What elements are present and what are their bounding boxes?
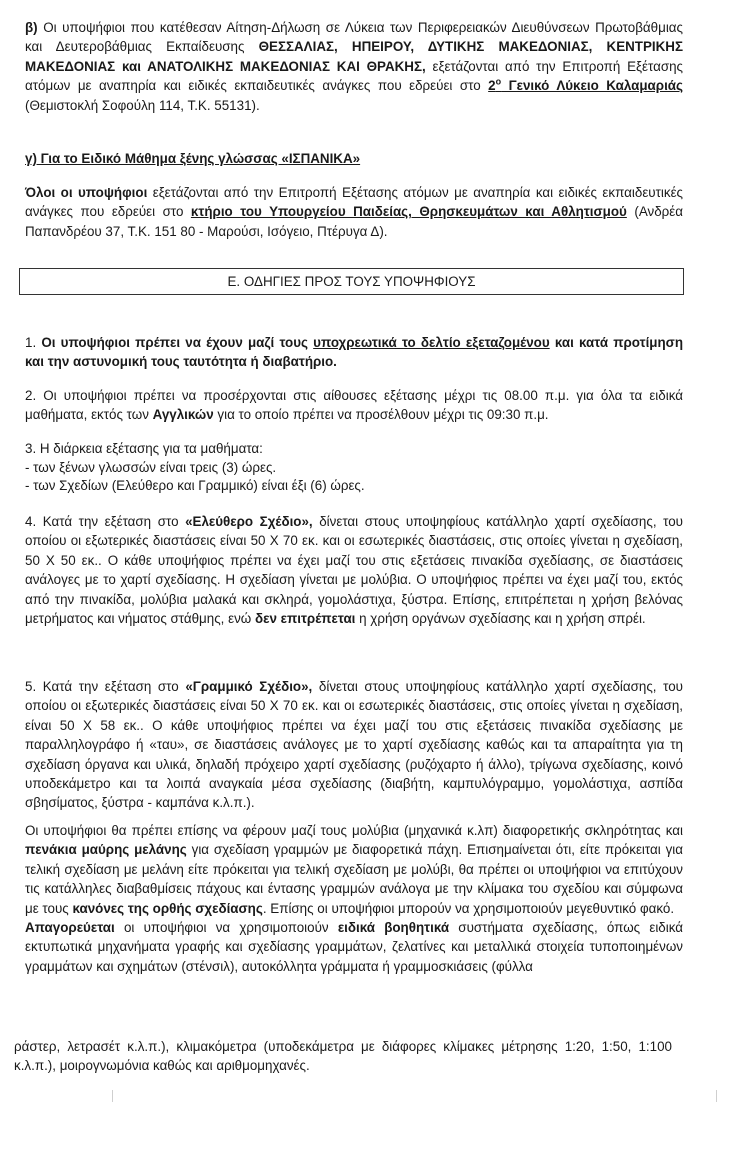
instruction-3-line-1: 3. Η διάρκεια εξέτασης για τα μαθήματα:: [25, 441, 263, 456]
page-edge-mark-left: [112, 1090, 113, 1102]
paragraph-section-c: [25, 183, 683, 241]
continuation-paragraph: [14, 1037, 672, 1075]
instruction-3-line-2: - των ξένων γλωσσών είναι τρεις (3) ώρες.: [25, 459, 277, 475]
instruction-2: [25, 386, 683, 425]
instruction-3: [25, 440, 683, 496]
section-b-text-1: Οι υποψήφιοι που κατέθεσαν Αίτηση-Δήλωση σε Λύκεια των Περιφερειακών Διευθύνσεων Πρωτοβάθμιας και Δευτεροβάθμιας Εκπαίδευσης: [25, 20, 683, 55]
instruction-4-text-2: δίνεται στους υποψηφίους κατάλληλο χαρτί σχεδίασης, του οποίου οι εξωτερικές διαστάσεις είναι 50 Χ 70 εκ. και οι εσωτερικές διαστάσεις, στις οποίες γίνεται η σχεδίαση, 50 Χ 50 εκ.. Ο κάθε υποψήφιος πρέπει να έχει μαζί του στις εξετάσεις πινακίδα σχεδίασης, σε διαστάσεις ανάλογες με το χαρτί σχεδίασης. Η σχεδίαση γίνεται με μολύβια. Ο υποψήφιος πρέπει να έχει μαζί του, εκτός από την πινακίδα, μολύβια μαλακά και σκληρά, γομολάστιχα, ξύστρα. Επίσης, επιτρέπεται η χρήση βελόνας μετρήματος και νήματος στάθμης, ενώ: [25, 514, 683, 627]
instruction-4-bold-1: «Ελεύθερο Σχέδιο»,: [185, 514, 313, 529]
instruction-1: [25, 333, 683, 372]
instruction-1-emphasis: υποχρεωτικά το δελτίο εξεταζομένου: [313, 335, 550, 350]
section-c-heading: [25, 149, 683, 168]
instruction-5-text-1: 5. Κατά την εξέταση στο: [25, 679, 186, 694]
instruction-5-p2-text-3: . Επίσης οι υποψήφιοι μπορούν να χρησιμοποιούν μεγεθυντικό φακό.: [262, 900, 675, 916]
instruction-4-bold-2: δεν επιτρέπεται: [254, 611, 356, 627]
instruction-2-text-1: 2. Οι υποψήφιοι πρέπει να προσέρχονται στις αίθουσες εξέτασης μέχρι τις 08.00 π.μ. για όλα τα ειδικά μαθήματα, εκτός των: [25, 388, 683, 423]
instruction-5-paragraph-2: [25, 821, 683, 918]
instruction-1-text-1: Οι υποψήφιοι πρέπει να έχουν μαζί τους: [36, 335, 314, 350]
section-c-building: κτήριο του Υπουργείου Παιδείας, Θρησκευμάτων και Αθλητισμού: [190, 204, 627, 220]
instruction-5-p3-bold-2: ειδικά βοηθητικά: [337, 920, 450, 935]
instruction-5-text-2: δίνεται στους υποψηφίους κατάλληλο χαρτί σχεδίασης, του οποίου οι εξωτερικές διαστάσεις είναι 50 Χ 70 εκ. και οι εσωτερικές διαστάσεις, στις οποίες γίνεται η σχεδίαση, είναι 50 Χ 58 εκ.. Ο κάθε υποψήφιος πρέπει να έχει μαζί του στις εξετάσεις πινακίδα σχεδίασης με παραλληλογράφο ή «ταυ», σε διαστάσεις ανάλογες με το χαρτί σχεδίασης καθώς και τα απαραίτητα για τη σχεδίαση όργανα και υλικά, δηλαδή πρόχειρο χαρτί σχεδίασης (ρυζόχαρτο ή άλλο), τρίγωνα σχεδίασης, κοινό υποδεκάμετρο και τα λοιπά αναγκαία μέσα σχεδίασης (διαβήτη, καμπυλόγραμμο, γομολάστιχα, ασπίδα σβησίματος, ξύστρα - καμπάνα κ.λ.π.).: [25, 679, 684, 811]
instruction-4-text-1: 4. Κατά την εξέταση στο: [25, 514, 186, 529]
instruction-5-paragraph-3: [25, 918, 683, 976]
instruction-1-text-2: και κατά προτίμηση και την αστυνομική τους ταυτότητα ή διαβατήριο.: [25, 335, 684, 370]
page-edge-mark-right: [716, 1090, 717, 1102]
section-c-text-1: εξετάζονται από την Επιτροπή Εξέτασης ατόμων με αναπηρία και ειδικές εκπαιδευτικές ανάγκες που εδρεύει στο: [25, 185, 683, 220]
instruction-5-bold-1: «Γραμμικό Σχέδιο»,: [185, 679, 313, 694]
section-b-regions: ΘΕΣΣΑΛΙΑΣ, ΗΠΕΙΡΟΥ, ΔΥΤΙΚΗΣ ΜΑΚΕΔΟΝΙΑΣ, ΚΕΝΤΡΙΚΗΣ ΜΑΚΕΔΟΝΙΑΣ και ΑΝΑΤΟΛΙΚΗΣ ΜΑΚΕΔΟΝΙΑΣ ΚΑΙ ΘΡΑΚΗΣ,: [25, 39, 684, 74]
section-b-text-3: (Θεμιστοκλή Σοφούλη 114, Τ.Κ. 55131).: [25, 97, 260, 113]
school-superscript: ο: [495, 76, 502, 87]
instruction-4: [25, 512, 683, 628]
instruction-5: [25, 677, 683, 813]
instruction-4-text-3: η χρήση οργάνων σχεδίασης και η χρήση σπρέι.: [355, 611, 646, 627]
instruction-2-bold: Αγγλικών: [152, 407, 214, 423]
instruction-2-text-2: για το οποίο πρέπει να προσέλθουν μέχρι τις 09:30 π.μ.: [213, 407, 549, 423]
instruction-5-p2-bold-1: πενάκια μαύρης μελάνης: [25, 842, 187, 858]
continuation-text: ράστερ, λετρασέτ κ.λ.π.), κλιμακόμετρα (υποδεκάμετρα με διάφορες κλίμακες μέτρησης 1:20, 1:50, 1:100 κ.λ.π.), μοιρογνωμόνια καθώς και αριθμομηχανές.: [14, 1039, 672, 1073]
section-c-text-2: (Ανδρέα Παπανδρέου 37, Τ.Κ. 151 80 - Μαρούσι, Ισόγειο, Πτέρυγα Δ).: [25, 204, 683, 239]
section-e-title-box: [19, 268, 684, 295]
section-b-text-2: εξετάζονται από την Επιτροπή Εξέτασης ατόμων με αναπηρία και ειδικές εκπαιδευτικές ανάγκες που εδρεύει στο: [25, 58, 683, 94]
section-c-heading-text: γ) Για το Ειδικό Μάθημα ξένης γλώσσας «ΙΣΠΑΝΙΚΑ»: [25, 151, 361, 166]
school-number: 2: [488, 78, 496, 94]
instruction-3-line-3: - των Σχεδίων (Ελεύθερο και Γραμμικό) είναι έξι (6) ώρες.: [25, 478, 365, 494]
instruction-5-p2-bold-2: κανόνες της ορθής σχεδίασης: [72, 900, 263, 916]
instruction-5-p2-text-1: Οι υποψήφιοι θα πρέπει επίσης να φέρουν μαζί τους μολύβια (μηχανικά κ.λπ) διαφορετικής σκληρότητας και: [25, 823, 683, 838]
section-b-school: [488, 78, 683, 93]
section-e-title: Ε. ΟΔΗΓΙΕΣ ΠΡΟΣ ΤΟΥΣ ΥΠΟΨΗΦΙΟΥΣ: [227, 274, 476, 289]
section-c-lead: Όλοι οι υποψήφιοι: [25, 185, 148, 200]
instruction-5-p2-text-2: για σχεδίαση γραμμών με διαφορετικά πάχη. Επισημαίνεται ότι, είτε πρόκειται για τελική σχεδίαση με μελάνη είτε πρόκειται για τελική σχεδίαση με μολύβι, θα πρέπει οι υποψήφιοι να επιτύχουν τις κατάλληλες διαβαθμίσεις πάχους και έντασης γραμμών ανάλογα με την κλίμακα του σχεδίου και σύμφωνα με τους: [25, 842, 683, 916]
instruction-5-p3-text-2: συστήματα σχεδίασης, όπως ειδικά εκτυπωτικά μηχανήματα γραφής και σχεδίασης γραμμάτων, ζελατίνες και μεταλλικά στοιχεία τυποποιημένων γραμμάτων και σχημάτων (στένσιλ), αυτοκόλλητα γράμματα ή γραμμοσκιάσεις (φύλλα: [25, 920, 683, 974]
school-name: Γενικό Λύκειο Καλαμαριάς: [501, 78, 683, 94]
section-b-label: β): [25, 20, 38, 35]
paragraph-section-b: [25, 18, 683, 115]
instruction-5-p3-text-1: οι υποψήφιοι να χρησιμοποιούν: [114, 920, 338, 935]
instruction-5-p3-bold-1: Απαγορεύεται: [25, 920, 115, 935]
instruction-1-number: 1.: [25, 335, 37, 350]
